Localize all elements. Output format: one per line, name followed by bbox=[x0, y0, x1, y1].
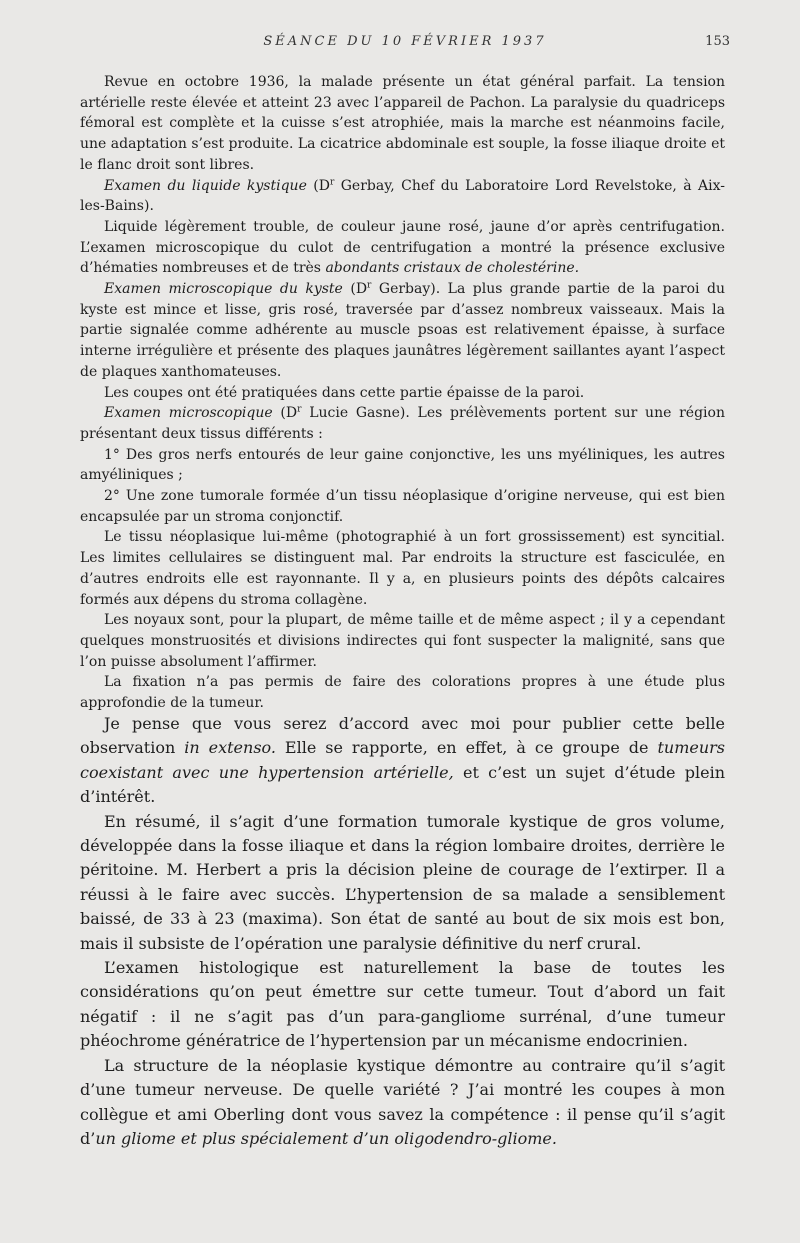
italic-text: in extenso. bbox=[184, 738, 276, 758]
superscript: r bbox=[367, 280, 372, 291]
superscript: r bbox=[329, 176, 335, 187]
superscript: r bbox=[297, 404, 302, 415]
list-item: 1° Des gros nerfs entourés de leur gaine conjonctive, les uns myéliniques, les autres amyéliniques ; bbox=[80, 446, 725, 484]
page-header bbox=[80, 34, 730, 56]
section-heading: Examen microscopique bbox=[104, 405, 273, 422]
paragraph bbox=[80, 217, 725, 279]
paragraph-text: Elle se rapporte, en effet, à ce groupe de bbox=[275, 738, 658, 758]
list-item: 2° Une zone tumorale formée d’un tissu néoplasique d’origine nerveuse, qui est bien encapsulée par un stroma conjonctif. bbox=[80, 488, 725, 525]
section-heading: Examen du liquide kystique bbox=[104, 177, 307, 194]
paragraph: Examen du liquide kystique ($D^r$ Gerbay, Chef du Laboratoire Lord Revelstoke, à Aix-les-Bains). bbox=[80, 176, 725, 215]
paragraph-text: Je pense que vous serez d’accord avec moi pour publier cette belle observation bbox=[80, 714, 725, 758]
case-report-section bbox=[80, 72, 725, 714]
paragraph: En résumé, il s’agit d’une formation tumorale kystique de gros volume, développée dans la fosse iliaque et dans la région lombaire droites, derrière le péritoine. M. Herbert a pris la décision pleine de courage de l’extirper. Il a réussi à le faire avec succès. L’hypertension de sa malade a sensiblement baissé, de 33 à 23 (maxima). Son état de santé au bout de six mois est bon, mais il subsiste de l’opération une paralysie définitive du nerf crural. bbox=[80, 811, 725, 953]
paragraph: Les noyaux sont, pour la plupart, de même taille et de même aspect ; il y a cependant quelques monstruosités et divisions indirectes qui font suspecter la malignité, sans que l’on puisse absolument l’affirmer. bbox=[80, 612, 725, 670]
italic-text: un gliome et plus spécialement d’un oligodendro-gliome. bbox=[95, 1128, 557, 1148]
paragraph bbox=[80, 712, 725, 810]
paragraph: Le tissu néoplasique lui-même (photographié à un fort grossissement) est syncitial. Les limites cellulaires se distinguent mal. Par endroits la structure est fasciculée, en d’autres endroits elle est rayonnante. Il y a, en plusieurs points des dépôts calcaires formés aux dépens du stroma collagène. bbox=[80, 529, 725, 608]
paragraph-text: Lucie Gasne). Les prélèvements portent sur une région présentant deux tissus différents : bbox=[80, 405, 725, 442]
paragraph-text: Liquide légèrement trouble, de couleur jaune rosé, jaune d’or après centrifugation. L’examen microscopique du culot de centrifugation a montré la présence exclusive d’hématies nombreuses et de très bbox=[80, 218, 725, 277]
paragraph: Revue en octobre 1936, la malade présente un état général parfait. La tension artérielle reste élevée et atteint 23 avec l’appareil de Pachon. La paralysie du quadriceps fémoral est complète et la cuisse s’est atrophiée, mais la marche est néanmoins facile, une adaptation s’est produite. La cicatrice abdominale est souple, la fosse iliaque droite et le flanc droit sont libres. bbox=[80, 74, 726, 173]
paragraph bbox=[80, 1054, 725, 1152]
paragraph: Examen microscopique du kyste ($D^r$ Gerbay). La plus grande partie de la paroi du kyste est mince et lisse, gris rosé, traversée par d’assez nombreux vaisseaux. Mais la partie signalée comme adhérente au muscle psoas est relativement épaisse, à surface interne irrégulière et présente des plaques jaunâtres légèrement saillantes ayant l’aspect de plaques xanthomateuses. bbox=[80, 280, 725, 380]
title-abbrev: D bbox=[318, 177, 330, 194]
commentary-section bbox=[80, 712, 725, 1151]
paragraph-text: Gerbay). La plus grande partie de la paroi du kyste est mince et lisse, gris rosé, traversée par d’assez nombreux vaisseaux. Mais la partie signalée comme adhérente au muscle psoas est relativement épaisse, à surface interne irrégulière et présente des plaques jaunâtres légèrement saillantes ayant l’aspect de plaques xanthomateuses. bbox=[80, 281, 725, 380]
paragraph: La fixation n’a pas permis de faire des colorations propres à une étude plus approfondie de la tumeur. bbox=[80, 674, 725, 712]
paragraph-text: Gerbay, Chef du Laboratoire Lord Revelstoke, à Aix-les-Bains). bbox=[80, 177, 725, 215]
paragraph-text: et c’est un sujet d’étude plein d’intérêt. bbox=[80, 762, 726, 807]
italic-text: abondants cristaux de cholestérine. bbox=[325, 260, 580, 277]
title-abbrev: D bbox=[285, 405, 298, 422]
paragraph-text: La structure de la néoplasie kystique démontre au contraire qu’il s’agit d’une tumeur nerveuse. De quelle variété ? J’ai montré les coupes à mon collègue et ami Oberling dont vous savez la compétence : il pense qu’il s’agit d’ bbox=[80, 1055, 725, 1148]
section-heading: Examen microscopique du kyste bbox=[104, 281, 343, 298]
running-head: SÉANCE DU 10 FÉVRIER 1937 bbox=[263, 34, 547, 49]
paragraph: Les coupes ont été pratiquées dans cette partie épaisse de la paroi. bbox=[104, 384, 585, 401]
page-number: 153 bbox=[705, 34, 730, 49]
title-abbrev: D bbox=[355, 281, 368, 298]
paragraph: L’examen histologique est naturellement la base de toutes les considérations qu’on peut émettre sur cette tumeur. Tout d’abord un fait négatif : il ne s’agit pas d’un para-gangliome surrénal, d’une tumeur phéochrome génératrice de l’hypertension par un mécanisme endocrinien. bbox=[80, 958, 725, 1051]
italic-text: tumeurs coexistant avec une hypertension artérielle, bbox=[80, 738, 725, 782]
paragraph: Examen microscopique ($D^r$ Lucie Gasne). Les prélèvements portent sur une région présentant deux tissus différents : bbox=[80, 404, 725, 442]
